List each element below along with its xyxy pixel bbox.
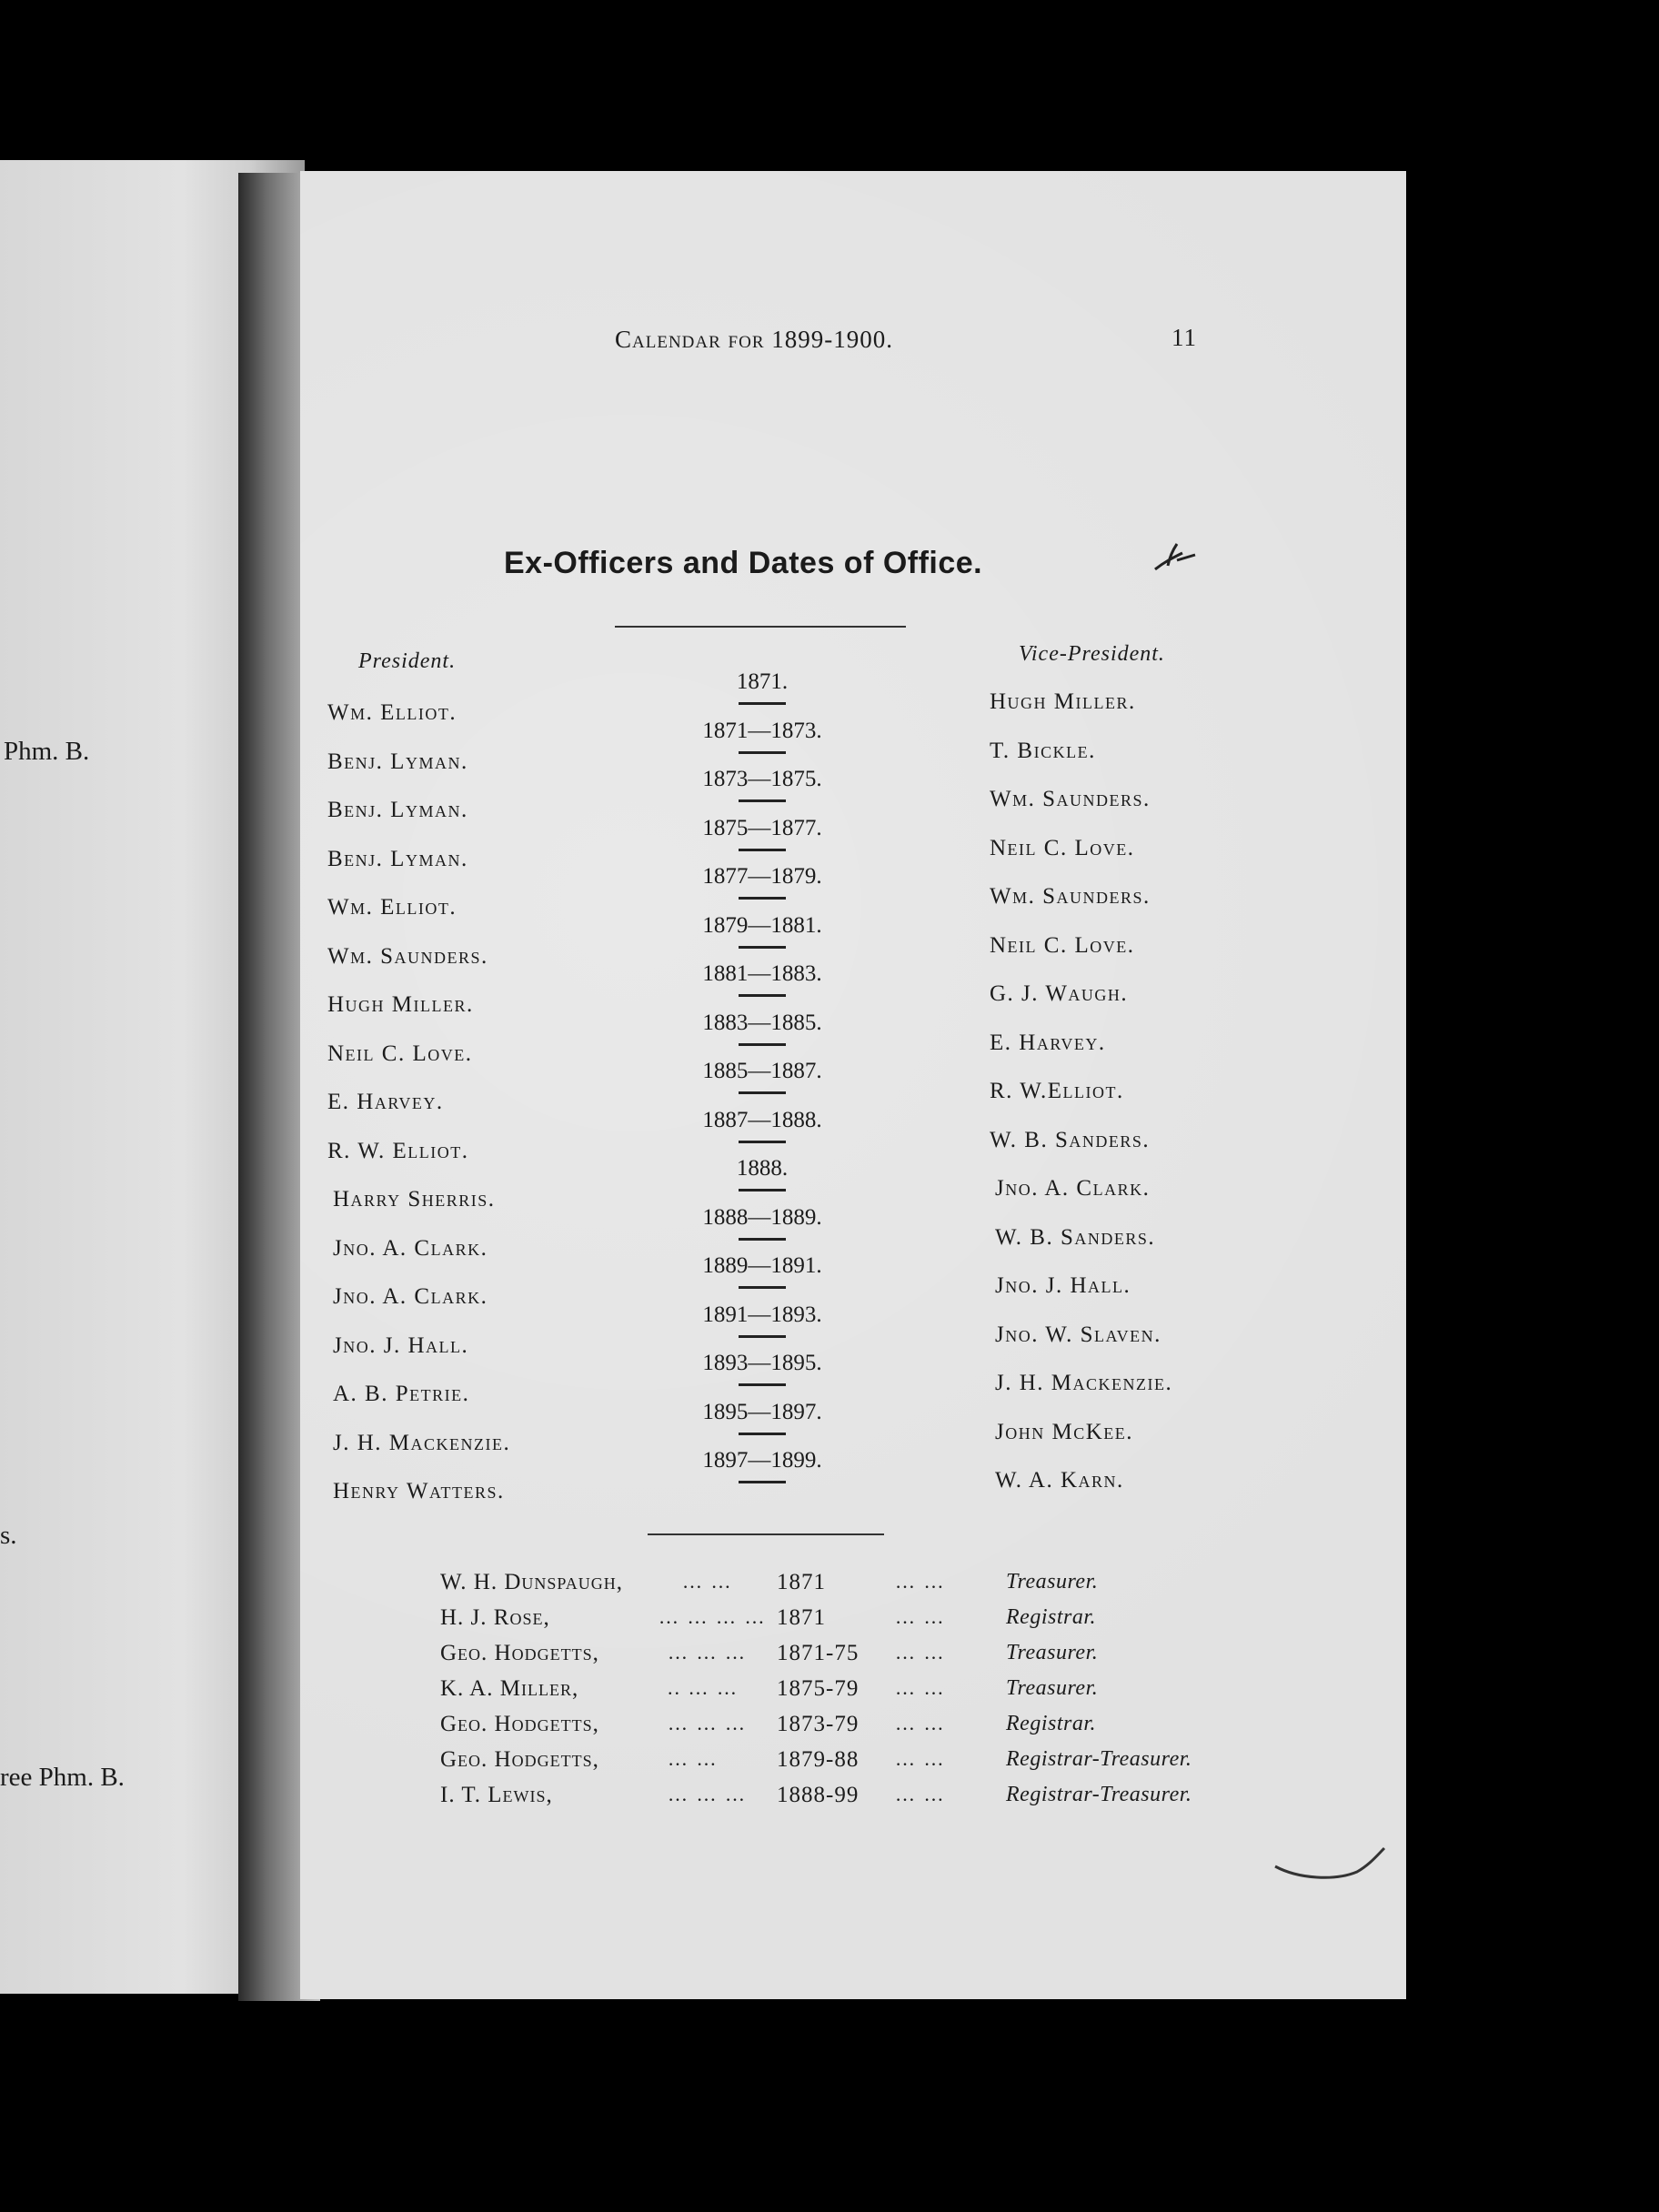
vice-president-name: R. W.Elliot. xyxy=(990,1079,1124,1103)
pencil-mark-icon xyxy=(1272,1845,1390,1890)
term-separator xyxy=(739,1481,786,1483)
president-name: Wm. Elliot. xyxy=(327,895,457,920)
officer-years: 1875-79 xyxy=(777,1676,860,1701)
vice-president-name: John McKee. xyxy=(995,1419,1134,1444)
officer-role: Registrar-Treasurer. xyxy=(1006,1747,1192,1771)
term-dates: 1879—1881. xyxy=(702,912,822,938)
vice-president-name: Jno. A. Clark. xyxy=(995,1176,1151,1201)
term-dates: 1888. xyxy=(736,1156,789,1181)
term-dates: 1891—1893. xyxy=(702,1302,822,1327)
term-dates: 1877—1879. xyxy=(702,864,822,889)
leader-dots: … … xyxy=(895,1747,946,1770)
president-name: A. B. Petrie. xyxy=(333,1382,470,1406)
vice-president-name: Neil C. Love. xyxy=(990,932,1135,958)
term-dates: 1893—1895. xyxy=(702,1351,822,1375)
left-page-fragment: ree Phm. B. xyxy=(0,1763,125,1792)
leader-dots: .. … … xyxy=(668,1676,739,1699)
officer-name: K. A. Miller, xyxy=(440,1676,579,1701)
book-page xyxy=(300,171,1406,1999)
president-name: R. W. Elliot. xyxy=(327,1138,469,1163)
leader-dots: … … xyxy=(895,1570,946,1593)
president-name: Benj. Lyman. xyxy=(327,798,468,822)
president-name: Harry Sherris. xyxy=(333,1187,496,1212)
president-name: Jno. J. Hall. xyxy=(333,1332,469,1358)
president-name: Henry Watters. xyxy=(333,1479,505,1503)
left-page-fragment: Phm. B. xyxy=(4,737,90,766)
term-separator xyxy=(739,1043,786,1046)
president-name: Benj. Lyman. xyxy=(327,749,468,774)
leader-dots: … … xyxy=(895,1712,946,1734)
section-rule xyxy=(648,1533,884,1535)
term-separator xyxy=(739,1091,786,1094)
left-page-fragment: s. xyxy=(0,1521,17,1550)
term-dates: 1889—1891. xyxy=(702,1253,822,1278)
ink-mark-icon xyxy=(1150,538,1201,578)
leader-dots: … … xyxy=(895,1641,946,1664)
vice-president-name: W. A. Karn. xyxy=(995,1468,1124,1493)
officer-role: Registrar-Treasurer. xyxy=(1006,1783,1192,1806)
leader-dots: … … … xyxy=(668,1712,747,1734)
term-dates: 1871. xyxy=(736,669,789,694)
vice-president-name: J. H. Mackenzie. xyxy=(995,1371,1173,1395)
term-dates: 1887—1888. xyxy=(702,1107,822,1132)
leader-dots: … … xyxy=(682,1570,733,1593)
vice-president-column-header: Vice-President. xyxy=(1019,642,1165,666)
officer-role: Treasurer. xyxy=(1006,1676,1099,1700)
president-name: Wm. Saunders. xyxy=(327,943,488,969)
president-name: Benj. Lyman. xyxy=(327,846,468,871)
vice-president-name: T. Bickle. xyxy=(990,738,1096,763)
vice-president-name: Jno. W. Slaven. xyxy=(995,1322,1161,1347)
term-separator xyxy=(739,897,786,900)
officer-role: Registrar. xyxy=(1006,1605,1097,1629)
term-dates: 1875—1877. xyxy=(702,815,822,840)
page-title: Ex-Officers and Dates of Office. xyxy=(504,546,983,580)
officer-name: Geo. Hodgetts, xyxy=(440,1641,599,1665)
officer-years: 1888-99 xyxy=(777,1783,860,1807)
running-header: Calendar for 1899-1900. xyxy=(615,326,893,353)
term-dates: 1871—1873. xyxy=(702,718,822,743)
officer-name: H. J. Rose, xyxy=(440,1605,550,1630)
officer-name: Geo. Hodgetts, xyxy=(440,1747,599,1772)
term-dates: 1881—1883. xyxy=(702,961,822,986)
officer-years: 1871-75 xyxy=(777,1641,860,1665)
term-separator xyxy=(739,751,786,754)
officer-role: Registrar. xyxy=(1006,1712,1097,1735)
leader-dots: … … xyxy=(895,1783,946,1805)
leader-dots: … … … xyxy=(668,1641,747,1664)
president-name: Wm. Elliot. xyxy=(327,700,457,725)
vice-president-name: Jno. J. Hall. xyxy=(995,1273,1131,1298)
officer-name: I. T. Lewis, xyxy=(440,1783,553,1807)
term-separator xyxy=(739,946,786,949)
president-name: Jno. A. Clark. xyxy=(333,1235,488,1261)
vice-president-name: W. B. Sanders. xyxy=(990,1127,1151,1152)
vice-president-name: W. B. Sanders. xyxy=(995,1224,1156,1250)
term-separator xyxy=(739,1335,786,1338)
term-separator xyxy=(739,1189,786,1191)
term-dates: 1885—1887. xyxy=(702,1059,822,1083)
term-separator xyxy=(739,702,786,705)
term-separator xyxy=(739,799,786,802)
term-separator xyxy=(739,1141,786,1143)
page-number: 11 xyxy=(1171,324,1197,351)
term-separator xyxy=(739,1383,786,1386)
officer-years: 1871 xyxy=(777,1605,826,1630)
leader-dots: … … xyxy=(895,1676,946,1699)
vice-president-name: G. J. Waugh. xyxy=(990,981,1129,1006)
term-separator xyxy=(739,994,786,997)
president-name: Jno. A. Clark. xyxy=(333,1284,488,1309)
term-separator xyxy=(739,1238,786,1241)
officer-role: Treasurer. xyxy=(1006,1570,1099,1594)
president-name: E. Harvey. xyxy=(327,1090,444,1114)
term-dates: 1895—1897. xyxy=(702,1399,822,1424)
vice-president-name: E. Harvey. xyxy=(990,1030,1106,1055)
term-separator xyxy=(739,1433,786,1435)
vice-president-name: Wm. Saunders. xyxy=(990,884,1151,909)
officer-years: 1873-79 xyxy=(777,1712,860,1736)
officer-years: 1871 xyxy=(777,1570,826,1594)
title-rule xyxy=(615,626,906,628)
president-name: Hugh Miller. xyxy=(327,992,474,1017)
vice-president-name: Neil C. Love. xyxy=(990,835,1135,860)
leader-dots: … … … xyxy=(668,1783,747,1805)
officer-role: Treasurer. xyxy=(1006,1641,1099,1664)
vice-president-name: Hugh Miller. xyxy=(990,689,1136,714)
president-column-header: President. xyxy=(358,649,457,673)
term-dates: 1883—1885. xyxy=(702,1010,822,1035)
term-dates: 1888—1889. xyxy=(702,1204,822,1230)
leader-dots: … … xyxy=(668,1747,719,1770)
term-dates: 1897—1899. xyxy=(702,1448,822,1473)
term-separator xyxy=(739,1286,786,1289)
leader-dots: … … … … xyxy=(659,1605,767,1628)
officer-name: Geo. Hodgetts, xyxy=(440,1712,599,1736)
officer-name: W. H. Dunspaugh, xyxy=(440,1570,624,1594)
leader-dots: … … xyxy=(895,1605,946,1628)
vice-president-name: Wm. Saunders. xyxy=(990,787,1151,811)
term-separator xyxy=(739,849,786,851)
president-name: Neil C. Love. xyxy=(327,1041,473,1066)
president-name: J. H. Mackenzie. xyxy=(333,1430,511,1455)
term-dates: 1873—1875. xyxy=(702,767,822,791)
officer-years: 1879-88 xyxy=(777,1747,860,1772)
